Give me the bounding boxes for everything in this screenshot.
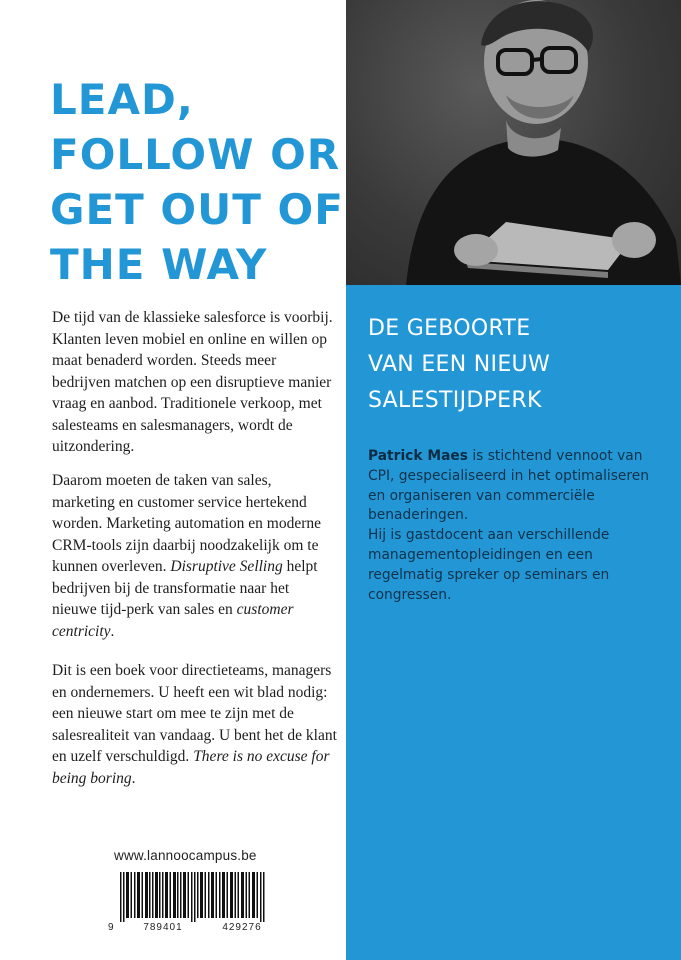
author-bio <box>368 447 668 605</box>
author-bio-text: is stichtend vennoot van CPI, gespecialiseerd in het optimaliseren en organiseren van commerciële benaderingen. <box>368 448 650 524</box>
book-title-italic: Disruptive Selling <box>170 558 283 575</box>
blurb-text: . <box>131 769 136 787</box>
headline-line: FOLLOW OR <box>50 130 341 179</box>
author-portrait-illustration <box>346 0 681 285</box>
subheadline <box>368 311 668 419</box>
headline-line: GET OUT OF <box>50 185 344 234</box>
barcode-bars <box>108 872 278 922</box>
subheadline-line: SALESTIJDPERK <box>368 388 542 413</box>
subheadline-line: VAN EEN NIEUW <box>368 352 550 377</box>
author-bio-text: Hij is gastdocent aan verschillende managementopleidingen en een regelmatig spreker op seminars en congressen. <box>368 527 610 603</box>
blurb-paragraph-3 <box>52 660 337 789</box>
slogan-italic: There is no excuse for being boring <box>52 748 330 787</box>
blurb-paragraph-1: De tijd van de klassieke salesforce is voorbij. Klanten leven mobiel en online en willen op maat benaderd worden. Steeds meer bedrijven matchen op een disruptieve manier vraag en aanbod. Traditionele verkoop, met salesteams en salesmanagers, wordt de uitzondering. <box>52 309 333 455</box>
blurb-text: . <box>110 622 115 640</box>
headline-line: LEAD, <box>50 75 194 124</box>
isbn-group-2: 429276 <box>222 922 262 933</box>
term-italic: customer centricity <box>52 601 294 640</box>
blurb-text: Dit is een boek voor directieteams, managers en ondernemers. U heeft een wit blad nodig: een nieuwe start om mee te zijn met de salesrealiteit van vandaag. U bent het de klant en uzelf verschuldigd. <box>52 662 337 765</box>
isbn-barcode <box>108 872 278 934</box>
isbn-first-digit: 9 <box>108 922 114 933</box>
isbn-group-1: 789401 <box>143 922 183 933</box>
blurb-text: Daarom moeten de taken van sales, marketing en customer service hertekend worden. Marketing automation en moderne CRM-tools zijn daarbij noodzakelijk om te kunnen overleven. <box>52 472 322 575</box>
publisher-website: www.lannoocampus.be <box>114 848 257 863</box>
author-name: Patrick Maes <box>368 448 468 464</box>
headline <box>50 72 344 292</box>
subheadline-line: DE GEBOORTE <box>368 316 531 341</box>
headline-line: THE WAY <box>50 240 268 289</box>
isbn-digits <box>108 922 278 933</box>
blurb-paragraph-2 <box>52 470 337 642</box>
author-info-panel <box>346 285 681 960</box>
author-photo <box>346 0 681 285</box>
right-column <box>346 0 681 960</box>
blurb-text: helpt bedrijven bij de transformatie naar het nieuwe tijd-perk van sales en <box>52 558 318 618</box>
